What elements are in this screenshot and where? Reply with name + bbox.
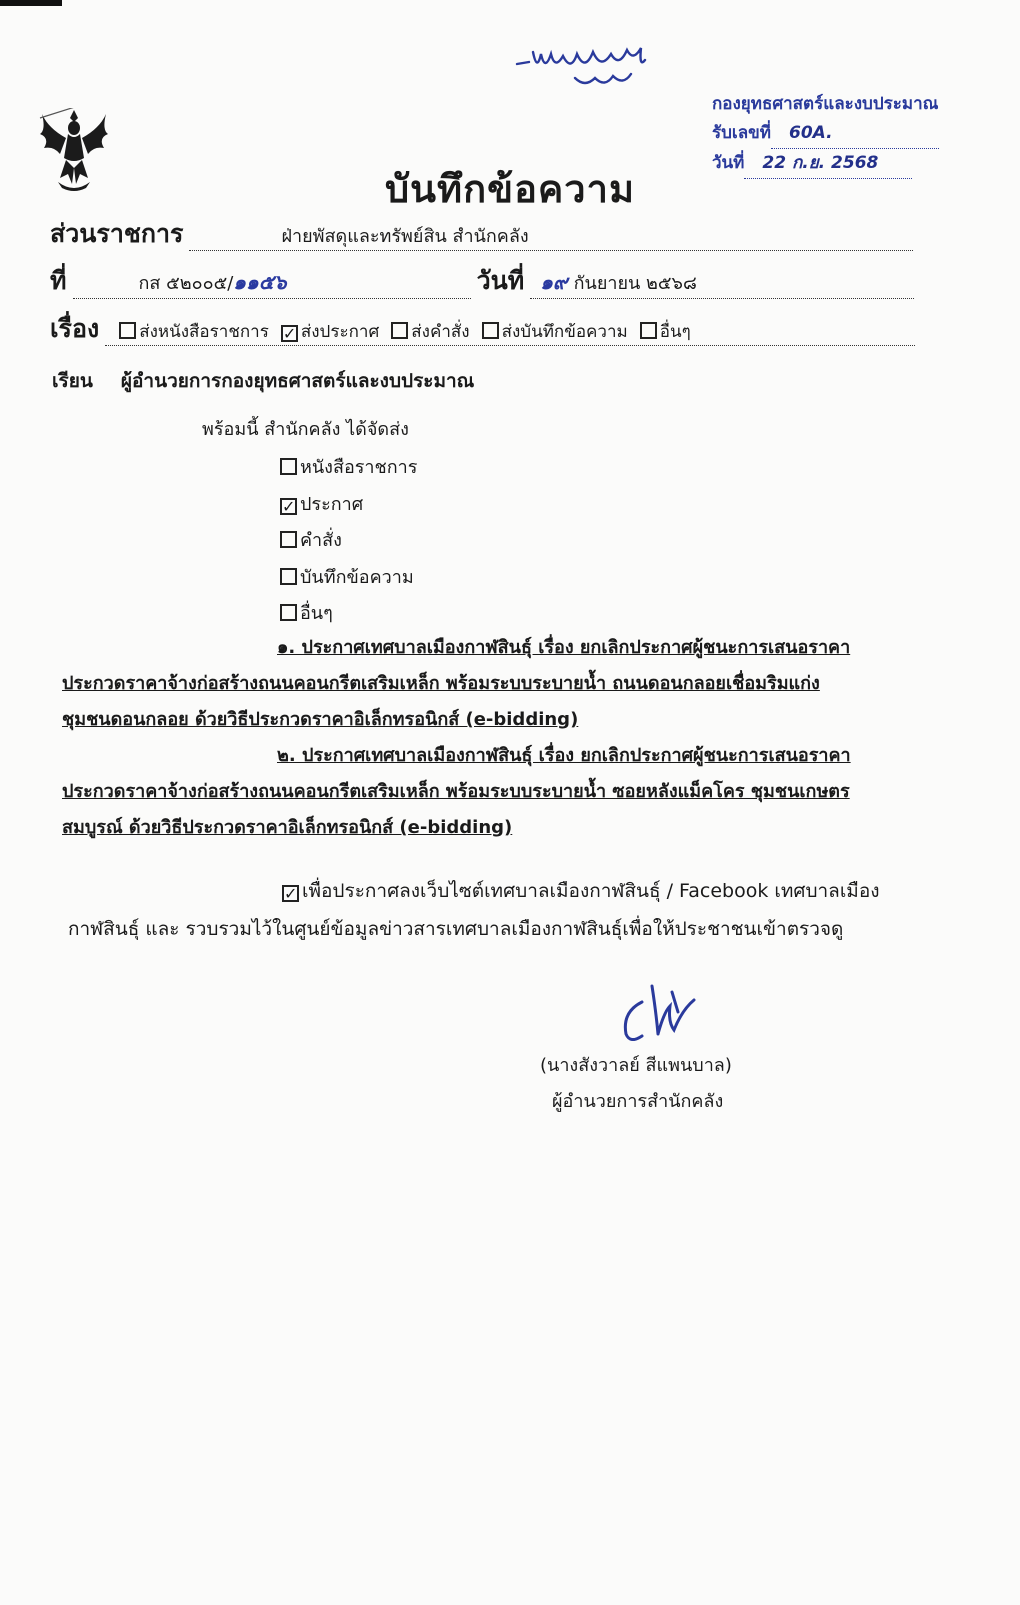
page-title: บันทึกข้อความ [384,167,636,211]
addressee-label: เรียน [52,370,93,392]
checkbox-icon[interactable] [391,322,408,339]
stamp-date-label: วันที่ [712,153,745,173]
checkbox-icon[interactable] [640,322,657,339]
stamp-receive-no: 60A. [771,119,939,149]
checkbox-icon[interactable] [280,568,297,585]
checkbox-icon[interactable] [482,322,499,339]
publication-notice [68,872,963,948]
handwritten-initials-icon [515,42,665,94]
scan-corner-mark [0,0,62,6]
item-2 [62,738,957,846]
subject-option-memo[interactable]: ส่งบันทึกข้อความ [482,322,628,342]
date-value: กันยายน ๒๕๖๘ [573,273,697,294]
item-1-line-1: ๑. ประกาศเทศบาลเมืองกาฬสินธุ์ เรื่อง ยกเลิกประกาศผู้ชนะการเสนอราคา [277,637,851,658]
addressee-row [52,366,474,396]
stamp-receive-row [712,119,982,149]
attachment-official-letter[interactable]: หนังสือราชการ [280,450,417,487]
signer-position: ผู้อำนวยการสำนักคลัง [552,1091,724,1112]
item-1 [62,630,957,738]
subject-option-other[interactable]: อื่นๆ [640,322,691,342]
item-1-line-3: ชุมชนดอนกลอย ด้วยวิธีประกวดราคาอิเล็กทรอนิกส์ (e-bidding) [62,709,579,730]
handwritten-signature-icon [612,982,712,1052]
checkbox-checked-icon[interactable]: ✓ [282,324,297,343]
notice-line-1: ✓ เพื่อประกาศลงเว็บไซต์เทศบาลเมืองกาฬสินธุ์ / Facebook เทศบาลเมือง [284,880,880,903]
addressee-value: ผู้อำนวยการกองยุทธศาสตร์และงบประมาณ [120,370,475,392]
attachment-checklist [280,450,417,633]
item-2-line-3: สมบูรณ์ ด้วยวิธีประกวดราคาอิเล็กทรอนิกส์ (e-bidding) [62,817,513,838]
item-1-line-2: ประกวดราคาจ้างก่อสร้างถนนคอนกรีตเสริมเหล็ก พร้อมระบบระบายน้ำ ถนนดอนกลอยเชื่อมริมแก่ง [62,673,820,694]
checkbox-icon[interactable] [280,531,297,548]
department-label: ส่วนราชการ [50,219,184,248]
subject-option-official-letter[interactable]: ส่งหนังสือราชการ [119,322,269,342]
attachment-order[interactable]: คำสั่ง [280,523,417,560]
department-value: ฝ่ายพัสดุและทรัพย์สิน สำนักคลัง [281,226,529,247]
checkbox-icon[interactable] [280,604,297,621]
stamp-date-value: 22 ก.ย. 2568 [744,149,912,179]
reference-row [50,261,945,301]
date-label: วันที่ [476,266,525,295]
stamp-org: กองยุทธศาสตร์และงบประมาณ [712,94,939,114]
checkbox-checked-icon[interactable]: ✓ [284,884,298,903]
checkbox-checked-icon[interactable]: ✓ [282,496,296,516]
department-row [50,214,945,254]
subject-label: เรื่อง [50,314,100,343]
subject-option-order[interactable]: ส่งคำสั่ง [391,322,469,342]
checkbox-icon[interactable] [280,458,297,475]
stamp-receive-label: รับเลขที่ [712,123,771,143]
attachment-memo[interactable]: บันทึกข้อความ [280,560,417,597]
reference-hand-number: ๑๑๕๖ [233,270,287,294]
subject-row [50,309,945,349]
intro-text: พร้อมนี้ สำนักคลัง ได้จัดส่ง [202,419,409,440]
subject-option-announcement[interactable]: ✓ ส่งประกาศ [282,322,380,343]
reference-label: ที่ [50,266,67,295]
notice-line-2: กาฬสินธุ์ และ รวบรวมไว้ในศูนย์ข้อมูลข่าวสารเทศบาลเมืองกาฬสินธุ์เพื่อให้ประชาชนเข้าตรวจดู [68,918,844,940]
item-2-line-1: ๒. ประกาศเทศบาลเมืองกาฬสินธุ์ เรื่อง ยกเลิกประกาศผู้ชนะการเสนอราคา [277,745,851,766]
attachment-other[interactable]: อื่นๆ [280,596,417,633]
date-hand-day: ๑๙ [540,270,568,294]
subject-options [105,318,915,346]
checkbox-icon[interactable] [119,322,136,339]
reference-value: กส ๕๒๐๐๕/ [138,273,234,294]
signer-name: (นางสังวาลย์ สีแพนบาล) [540,1055,732,1076]
item-2-line-2: ประกวดราคาจ้างก่อสร้างถนนคอนกรีตเสริมเหล็ก พร้อมระบบระบายน้ำ ซอยหลังแม็คโคร ชุมชนเกษตร [62,781,850,802]
attachment-announcement[interactable]: ✓ ประกาศ [282,493,364,516]
